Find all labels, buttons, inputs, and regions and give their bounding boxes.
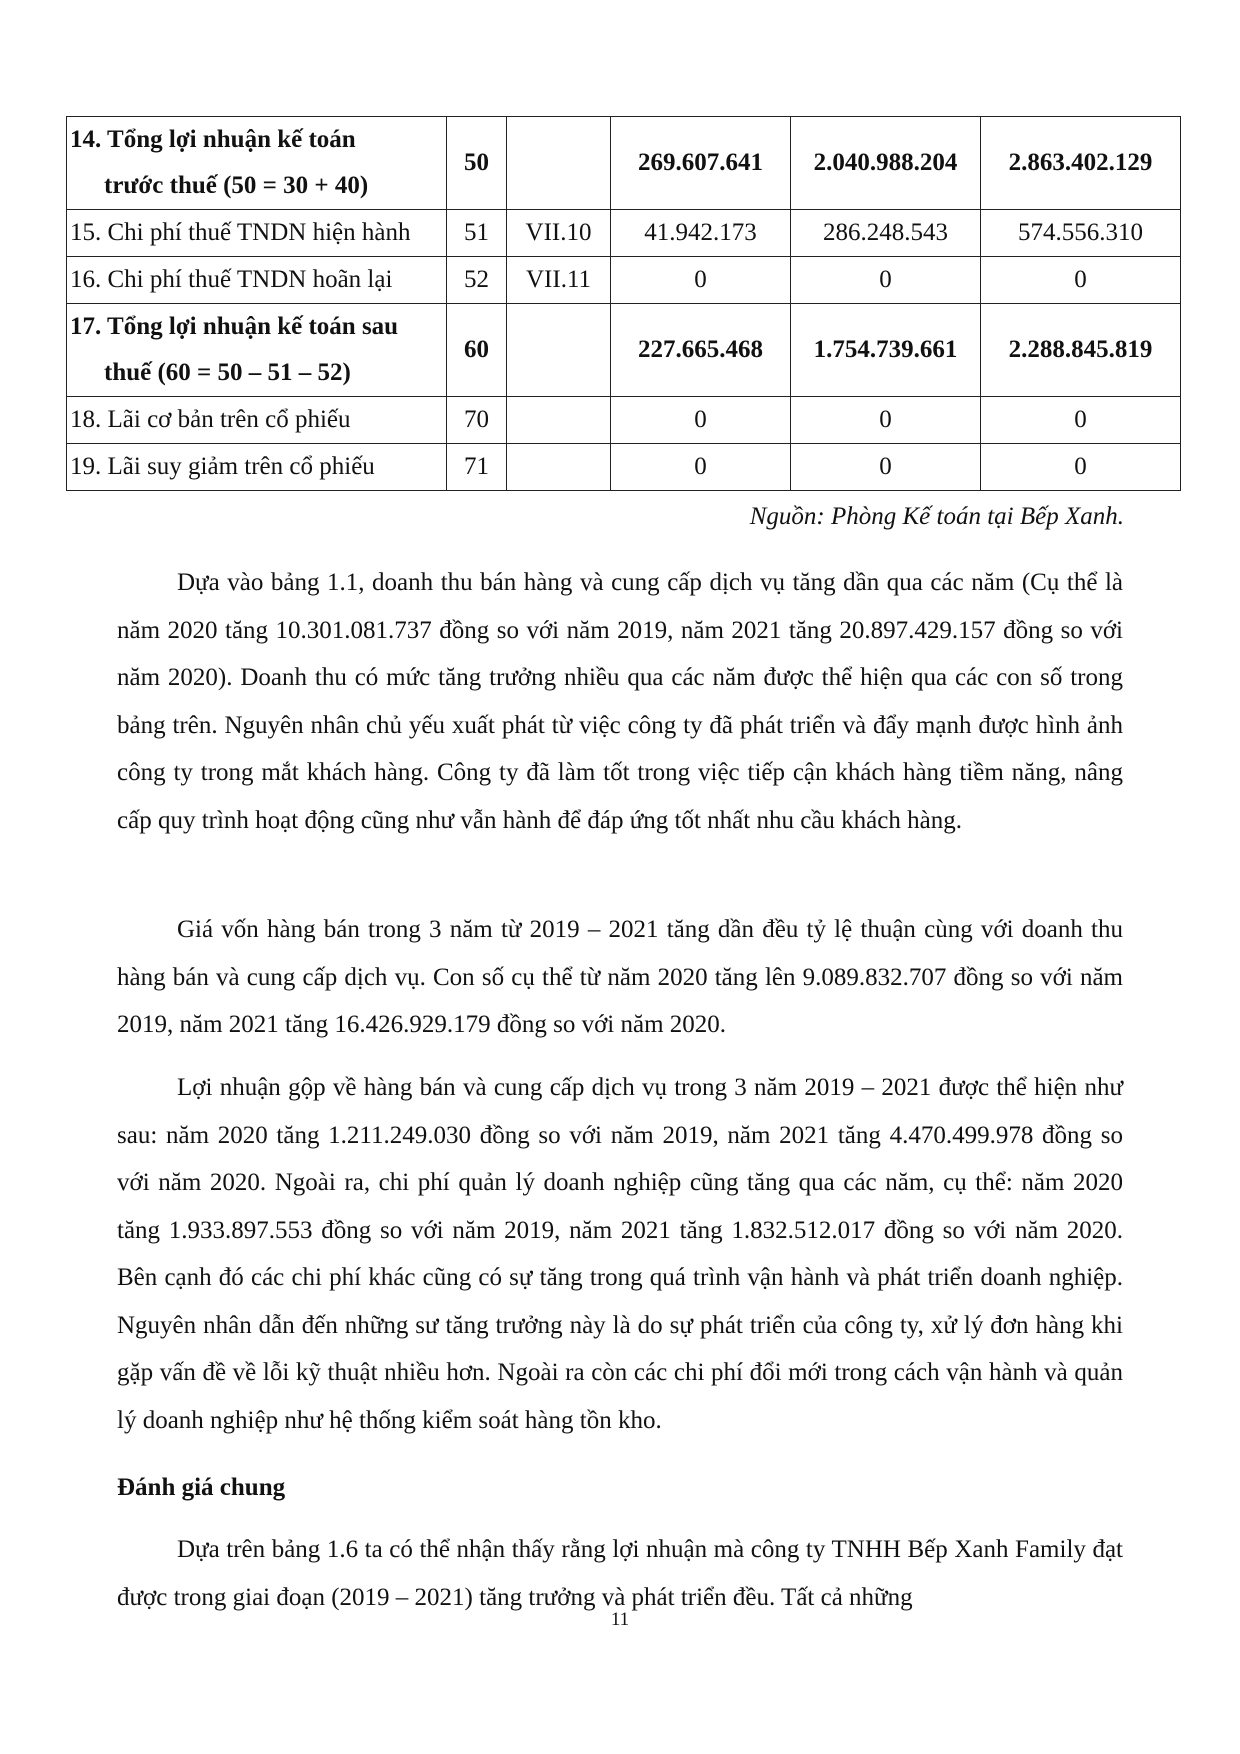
row-code: 60	[447, 304, 507, 397]
paragraph-text: Dựa vào bảng 1.1, doanh thu bán hàng và cung cấp dịch vụ tăng dần qua các năm (Cụ thể là năm 2020 tăng 10.301.081.737 đồng so với năm 2019, năm 2021 tăng 20.897.429.157 đồng so với năm 2020). Doanh thu có mức tăng trưởng nhiều qua các năm được thể hiện qua các con số trong bảng trên. Nguyên nhân chủ yếu xuất phát từ việc công ty đã phát triển và đẩy mạnh được hình ảnh công ty trong mắt khách hàng. Công ty đã làm tốt trong việc tiếp cận khách hàng tiềm năng, nâng cấp quy trình hoạt động cũng như vẫn hành để đáp ứng tốt nhất nhu cầu khách hàng.	[117, 569, 1123, 834]
row-code: 70	[447, 397, 507, 444]
row-label: 19. Lãi suy giảm trên cổ phiếu	[67, 444, 447, 491]
paragraph-cost-of-goods	[117, 906, 1123, 1049]
table-source-note: Nguồn: Phòng Kế toán tại Bếp Xanh.	[749, 503, 1124, 530]
row-label-line1: 14. Tổng lợi nhuận kế toán	[70, 126, 356, 153]
row-note	[507, 397, 611, 444]
row-note: VII.11	[507, 257, 611, 304]
row-label-line1: 17. Tổng lợi nhuận kế toán sau	[70, 313, 399, 340]
value-2019: 41.942.173	[611, 210, 791, 257]
row-label-line2: trước thuế (50 = 30 + 40)	[104, 172, 369, 199]
value-2019: 0	[611, 397, 791, 444]
row-code: 71	[447, 444, 507, 491]
row-code: 50	[447, 117, 507, 210]
row-code: 51	[447, 210, 507, 257]
value-2021: 0	[981, 444, 1181, 491]
value-2020: 0	[791, 397, 981, 444]
value-2020: 286.248.543	[791, 210, 981, 257]
paragraph-gross-profit	[117, 1064, 1123, 1444]
row-note: VII.10	[507, 210, 611, 257]
row-label	[67, 304, 447, 397]
paragraph-revenue	[117, 559, 1123, 844]
value-2021: 0	[981, 397, 1181, 444]
value-2019: 0	[611, 444, 791, 491]
value-2021: 2.288.845.819	[981, 304, 1181, 397]
section-heading: Đánh giá chung	[117, 1474, 286, 1501]
value-2019: 269.607.641	[611, 117, 791, 210]
table-row	[67, 397, 1181, 444]
row-label: 15. Chi phí thuế TNDN hiện hành	[67, 210, 447, 257]
row-code: 52	[447, 257, 507, 304]
row-note	[507, 304, 611, 397]
value-2019: 0	[611, 257, 791, 304]
value-2020: 1.754.739.661	[791, 304, 981, 397]
table-row	[67, 117, 1181, 210]
row-label	[67, 117, 447, 210]
paragraph-overall-assessment	[117, 1526, 1123, 1621]
value-2019: 227.665.468	[611, 304, 791, 397]
value-2020: 2.040.988.204	[791, 117, 981, 210]
value-2021: 2.863.402.129	[981, 117, 1181, 210]
income-statement-table	[66, 116, 1181, 491]
row-note	[507, 117, 611, 210]
value-2020: 0	[791, 444, 981, 491]
row-label-line2: thuế (60 = 50 – 51 – 52)	[104, 359, 351, 386]
table-row	[67, 444, 1181, 491]
table-row	[67, 210, 1181, 257]
paragraph-text: Lợi nhuận gộp về hàng bán và cung cấp dịch vụ trong 3 năm 2019 – 2021 được thể hiện như sau: năm 2020 tăng 1.211.249.030 đồng so với năm 2019, năm 2021 tăng 4.470.499.978 đồng so với năm 2020. Ngoài ra, chi phí quản lý doanh nghiệp cũng tăng qua các năm, cụ thể: năm 2020 tăng 1.933.897.553 đồng so với năm 2019, năm 2021 tăng 1.832.512.017 đồng so với năm 2020. Bên cạnh đó các chi phí khác cũng có sự tăng trong quá trình vận hành và phát triển doanh nghiệp. Nguyên nhân dẫn đến những sư tăng trưởng này là do sự phát triển của công ty, xử lý đơn hàng khi gặp vấn đề về lỗi kỹ thuật nhiều hơn. Ngoài ra còn các chi phí đổi mới trong cách vận hành và quản lý doanh nghiệp như hệ thống kiểm soát hàng tồn kho.	[117, 1074, 1123, 1434]
row-label: 16. Chi phí thuế TNDN hoãn lại	[67, 257, 447, 304]
value-2021: 0	[981, 257, 1181, 304]
value-2020: 0	[791, 257, 981, 304]
value-2021: 574.556.310	[981, 210, 1181, 257]
row-note	[507, 444, 611, 491]
table-row	[67, 304, 1181, 397]
page-number: 11	[610, 1609, 630, 1630]
paragraph-text: Giá vốn hàng bán trong 3 năm từ 2019 – 2021 tăng dần đều tỷ lệ thuận cùng với doanh thu hàng bán và cung cấp dịch vụ. Con số cụ thể từ năm 2020 tăng lên 9.089.832.707 đồng so với năm 2019, năm 2021 tăng 16.426.929.179 đồng so với năm 2020.	[117, 916, 1123, 1038]
row-label: 18. Lãi cơ bản trên cổ phiếu	[67, 397, 447, 444]
table-row	[67, 257, 1181, 304]
paragraph-text: Dựa trên bảng 1.6 ta có thể nhận thấy rằng lợi nhuận mà công ty TNHH Bếp Xanh Family đạt được trong giai đoạn (2019 – 2021) tăng trưởng và phát triển đều. Tất cả những	[117, 1536, 1123, 1611]
